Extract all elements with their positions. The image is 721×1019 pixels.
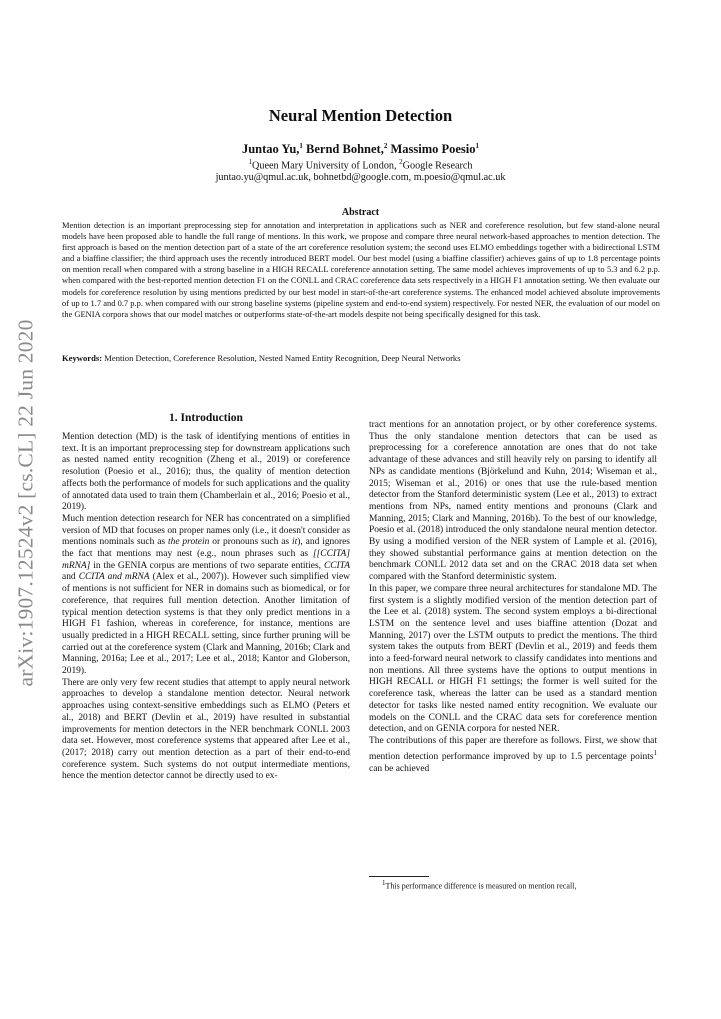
- paragraph: The contributions of this paper are therefore as follows. First, we show that mention detection performance improved by up to 1.5 percentage points$^1$ can be achieved: [369, 735, 657, 774]
- paper-title: Neural Mention Detection: [268, 106, 453, 125]
- paragraph: Much mention detection research for NER has concentrated on a simplified version of MD that focuses on proper names only (i.e., it doesn't consider as mentions nominals such as the protein or pronouns such as it), and ignores the fact that mentions may nest (e.g., noun phrases such as [[CCITA] mRNA] in the GENIA corpus are mentions of two separate entities, CCITA and CCITA and mRNA (Alex et al., 2007)). However such simplified view of mentions is not sufficient for NER in domains such as biomedical, or for coreference, that requires full mention detection. Another limitation of typical mention detection systems is that they only predict mentions in a HIGH F1 fashion, whereas in coreference, for instance, mentions are usually predicted in a HIGH RECALL setting, since further pruning will be carried out at the coreference system (Clark and Manning, 2016b; Clark and Manning, 2016a; Lee et al., 2017; Lee et al., 2018; Kantor and Globerson, 2019).: [62, 513, 350, 677]
- left-column: [62, 432, 350, 783]
- section-heading-introduction: 1. Introduction: [169, 412, 243, 424]
- keywords-line: [62, 353, 660, 363]
- keywords-text: Mention Detection, Coreference Resolution, Nested Named Entity Recognition, Deep Neural Networks: [104, 353, 461, 363]
- paragraph: In this paper, we compare three neural architectures for standalone MD. The first system is a slightly modified version of the mention detection part of the Lee et al. (2018) system. The second system employs a bi-directional LSTM on the sentence level and uses biaffine attention (Dozat and Manning, 2017) over the LSTM outputs to predict the mentions. The third system takes the outputs from BERT (Devlin et al., 2019) and feeds them into a feed-forward neural network to classify candidates into mentions and non mentions. All three systems have the options to output mentions in HIGH RECALL or HIGH F1 settings; the former is well suited for the coreference task, whereas the latter can be used as a standard mention detector for tasks like nested named entity recognition. We evaluate our models on the CONLL and the CRAC data sets for coreference mention detection, and on GENIA corpora for nested NER.: [369, 583, 657, 735]
- paragraph: There are only very few recent studies that attempt to apply neural network approaches to develop a standalone mention detector. Neural network approaches using context-sensitive embeddings such as ELMO (Peters et al., 2018) and BERT (Devlin et al., 2019) have resulted in substantial improvements for mention detectors in the NER benchmark CONLL 2003 data set. However, most coreference systems that appeared after Lee et al., (2017; 2018) carry out mention detection as a part of their end-to-end coreference system. Such systems do not output intermediate mentions, hence the mention detector cannot be directly used to ex-: [62, 677, 350, 782]
- arxiv-stamp: [6, 318, 46, 688]
- affiliations: $^1$Queen Mary University of London, $^2$Google Research: [248, 158, 473, 172]
- right-column: [369, 420, 657, 775]
- author-emails: juntao.yu@qmul.ac.uk, bohnetbd@google.com, m.poesio@qmul.ac.uk: [215, 172, 506, 183]
- paragraph: tract mentions for an annotation project, or by other coreference systems. Thus the only standalone mention detectors that can be used as preprocessing for a coreference annotation are ones that do not take advantage of these advances and still heavily rely on parsing to identify all NPs as candidate mentions (Björkelund and Kuhn, 2014; Wiseman et al., 2015; Wiseman et al., 2016) or ones that use the rule-based mention detector from the Stanford deterministic system (Lee et al., 2013) to extract mentions from NPs, named entity mentions and pronouns (Clark and Manning, 2015; Clark and Manning, 2016b). To the best of our knowledge, Poesio et al. (2018) introduced the only standalone neural mention detector. By using a modified version of the NER system of Lample et al. (2016), they showed substantial performance gains at mention detection on the benchmark CONLL 2012 data set and on the CRAC 2018 data set when compared with the Stanford deterministic system.: [369, 420, 657, 583]
- arxiv-identifier: arXiv:1907.12524v2 [cs.CL] 22 Jun 2020: [13, 319, 38, 687]
- abstract-heading: Abstract: [341, 207, 380, 218]
- footnote-rule: [369, 876, 429, 877]
- author-list: Juntao Yu,$^1$ Bernd Bohnet,$^2$ Massimo Poesio$^1$: [241, 142, 480, 157]
- keywords-label: Keywords:: [62, 353, 103, 363]
- footnote: $^1$This performance difference is measured on mention recall,: [382, 879, 577, 891]
- abstract-body: Mention detection is an important preprocessing step for annotation and interpretation in applications such as NER and coreference resolution, but few stand-alone neural models have been proposed able to handle the full range of mentions. In this work, we propose and compare three neural network-based approaches to mention detection. The first approach is based on the mention detection part of a state of the art coreference resolution system; the second uses ELMO embeddings together with a bidirectional LSTM and a biaffine classifier; the third approach uses the recently introduced BERT model. Our best model (using a biaffine classifier) achieves gains of up to 1.8 percentage points on mention recall when compared with a strong baseline in a HIGH RECALL coreference annotation setting. The same model achieves improvements of up to 5.3 and 6.2 p.p. when compared with the best-reported mention detection F1 on the CONLL and CRAC coreference data sets respectively in a HIGH F1 annotation setting. We then evaluate our models for coreference resolution by using mentions predicted by our best model in start-of-the-art coreference systems. The enhanced model achieved absolute improvements of up to 1.7 and 0.7 p.p. when compared with our strong baseline systems (pipeline system and end-to-end system) respectively. For nested NER, the evaluation of our model on the GENIA corpora shows that our model matches or outperforms state-of-the-art models despite not being specifically designed for this task.: [62, 220, 660, 319]
- paragraph: Mention detection (MD) is the task of identifying mentions of entities in text. It is an important preprocessing step for downstream applications such as nested named entity recognition (Zheng et al., 2019) or coreference resolution (Poesio et al., 2016); thus, the quality of mention detection affects both the performance of models for such applications and the quality of annotated data used to train them (Chamberlain et al., 2016; Poesio et al., 2019).: [62, 432, 350, 513]
